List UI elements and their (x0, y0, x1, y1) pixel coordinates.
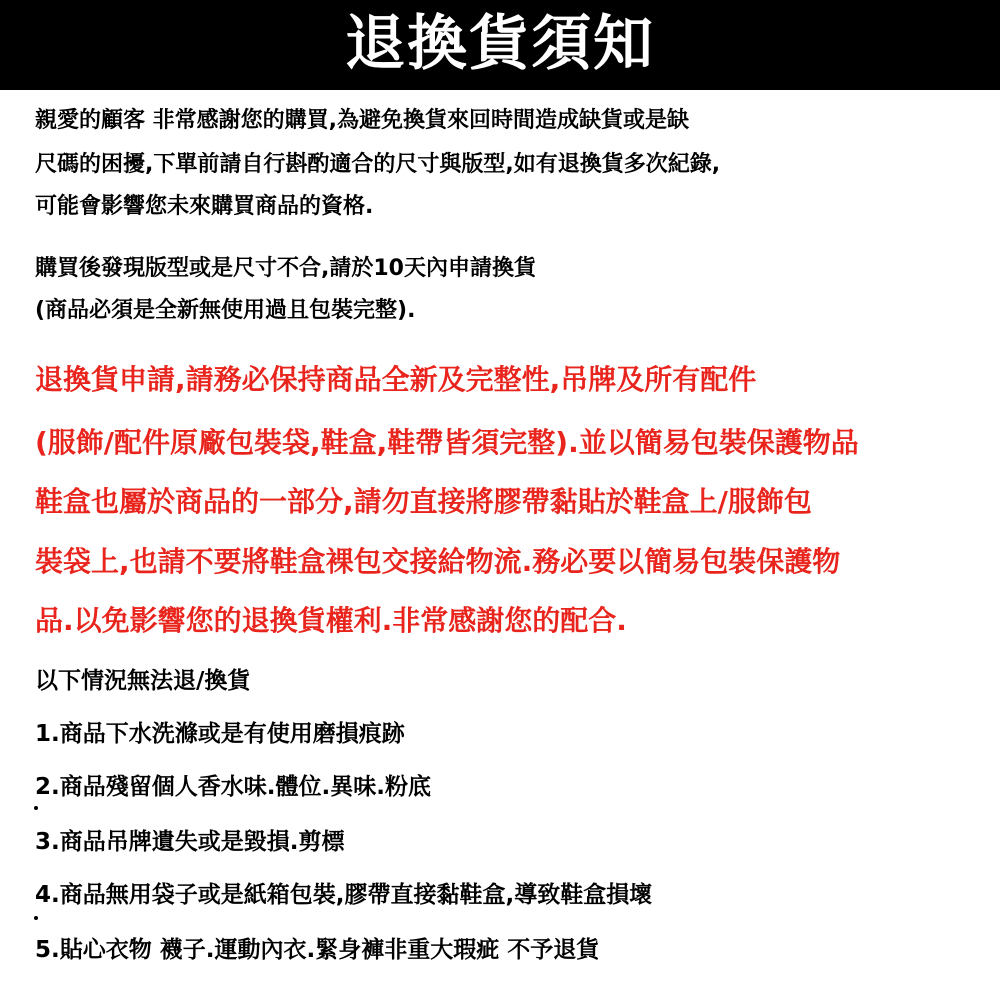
notice-line: 裝袋上,也請不要將鞋盒裸包交接給物流.務必要以簡易包裝保護物 (35, 545, 841, 578)
condition-item: 2.商品殘留個人香水味.體位.異味.粉底 (35, 774, 431, 800)
bullet-dot (34, 916, 38, 920)
page-title: 退換貨須知 (345, 9, 655, 79)
intro-line: 購買後發現版型或是尺寸不合,請於10天內申請換貨 (35, 256, 536, 281)
notice-line: 退換貨申請,請務必保持商品全新及完整性,吊牌及所有配件 (35, 363, 757, 396)
conditions-heading: 以下情況無法退/換貨 (35, 668, 251, 694)
intro-line: 親愛的顧客 非常感謝您的購買,為避免換貨來回時間造成缺貨或是缺 (35, 108, 690, 133)
intro-line: 尺碼的困擾,下單前請自行斟酌適合的尺寸與版型,如有退換貨多次紀錄, (35, 152, 721, 177)
condition-item: 4.商品無用袋子或是紙箱包裝,膠帶直接黏鞋盒,導致鞋盒損壞 (35, 882, 653, 908)
intro-line: 可能會影響您未來購買商品的資格. (35, 194, 374, 219)
condition-item: 3.商品吊牌遺失或是毀損.剪標 (35, 829, 345, 855)
condition-item: 5.貼心衣物 襪子.運動內衣.緊身褲非重大瑕疵 不予退貨 (35, 937, 600, 963)
intro-line: (商品必須是全新無使用過且包裝完整). (35, 298, 416, 323)
notice-line: (服飾/配件原廠包裝袋,鞋盒,鞋帶皆須完整).並以簡易包裝保護物品 (35, 426, 859, 459)
condition-item: 1.商品下水洗滌或是有使用磨損痕跡 (35, 721, 405, 747)
bullet-dot (34, 806, 38, 810)
notice-line: 鞋盒也屬於商品的一部分,請勿直接將膠帶黏貼於鞋盒上/服飾包 (35, 485, 812, 518)
notice-line: 品.以免影響您的退換貨權利.非常感謝您的配合. (35, 604, 627, 637)
